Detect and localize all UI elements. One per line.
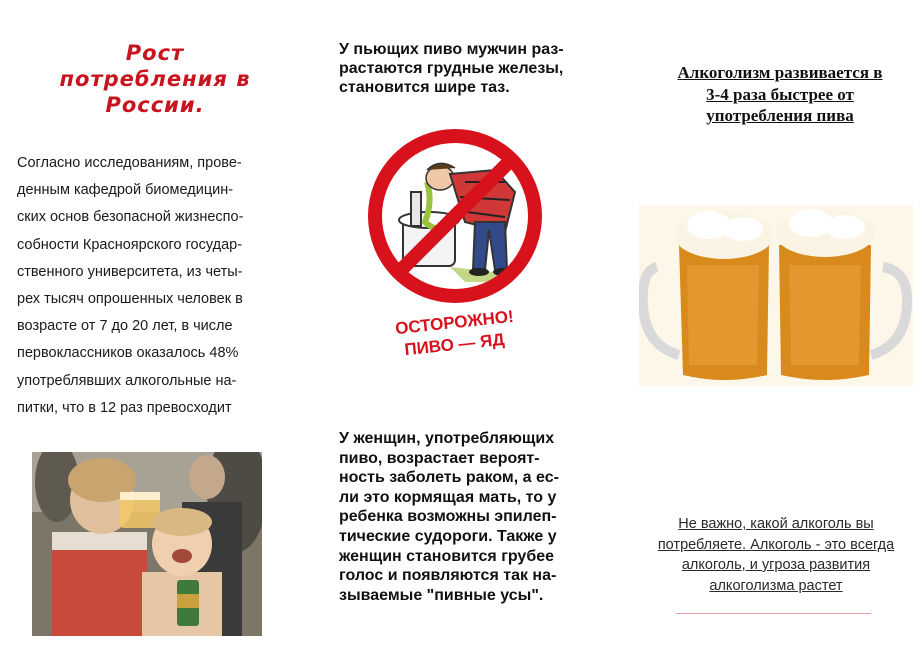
sign-caption-line2: ПИВО — ЯД — [403, 329, 506, 360]
text-line: растаются грудные железы, — [339, 60, 564, 77]
divider-line — [676, 613, 871, 614]
text-line: У женщин, употребляющих — [339, 430, 555, 447]
note-line: потребляете. Алкоголь - это всегда — [657, 536, 895, 553]
note-line: Не важно, какой алкоголь вы — [678, 516, 874, 532]
note-line: алкоголь, и угроза развития — [681, 557, 871, 573]
children-with-beer-photo — [32, 452, 262, 636]
paragraph-line: ственного университета, из четы- — [17, 263, 243, 280]
sign-caption-line1: ОСТОРОЖНО! — [394, 306, 515, 339]
text-line: тические судороги. Также у — [339, 527, 557, 545]
text-line: зываемые "пивные усы". — [339, 586, 544, 604]
paragraph-line: возрасте от 7 до 20 лет, в числе — [17, 318, 233, 335]
paragraph-line: собности Красноярского государ- — [17, 236, 243, 253]
text-line: ность заболеть раком, а ес- — [339, 469, 559, 487]
title-line: 3-4 раза быстрее от — [706, 84, 854, 104]
text-line: У пьющих пиво мужчин раз- — [339, 41, 564, 58]
men-beer-effects-text — [339, 40, 599, 97]
text-line: ребенка возможны эпилеп- — [339, 508, 557, 526]
text-line: ли это кормящая мать, то у — [339, 488, 557, 506]
title-line: употребления пива — [706, 106, 854, 125]
paragraph-line: ских основ безопасной жизнеспо- — [17, 209, 244, 226]
consumption-paragraph — [17, 150, 279, 422]
text-line: женщин становится грубее — [339, 547, 554, 565]
text-line: пиво, возрастает вероят- — [339, 449, 540, 467]
paragraph-line: питки, что в 12 раз превосходит — [17, 399, 232, 416]
beer-is-poison-warning-sign — [355, 122, 555, 362]
any-alcohol-note — [640, 514, 912, 596]
paragraph-line: употреблявших алкогольные на- — [17, 372, 237, 389]
alcoholism-speed-title — [648, 62, 912, 127]
section-title-consumption: Рост потребления в России. — [59, 41, 251, 117]
paragraph-line: Согласно исследованиям, прове- — [17, 155, 242, 171]
beer-mugs-photo — [639, 205, 913, 386]
paragraph-line: денным кафедрой биомедицин- — [17, 182, 234, 199]
text-line: голос и появляются так на- — [339, 567, 557, 585]
note-line: алкоголизма растет — [709, 577, 843, 594]
title-line: Алкоголизм развивается в — [677, 63, 883, 82]
women-beer-effects-text — [339, 429, 599, 605]
paragraph-line: первоклассников оказалось 48% — [17, 345, 239, 362]
text-line: становится шире таз. — [339, 79, 510, 96]
paragraph-line: рех тысяч опрошенных человек в — [17, 291, 243, 308]
